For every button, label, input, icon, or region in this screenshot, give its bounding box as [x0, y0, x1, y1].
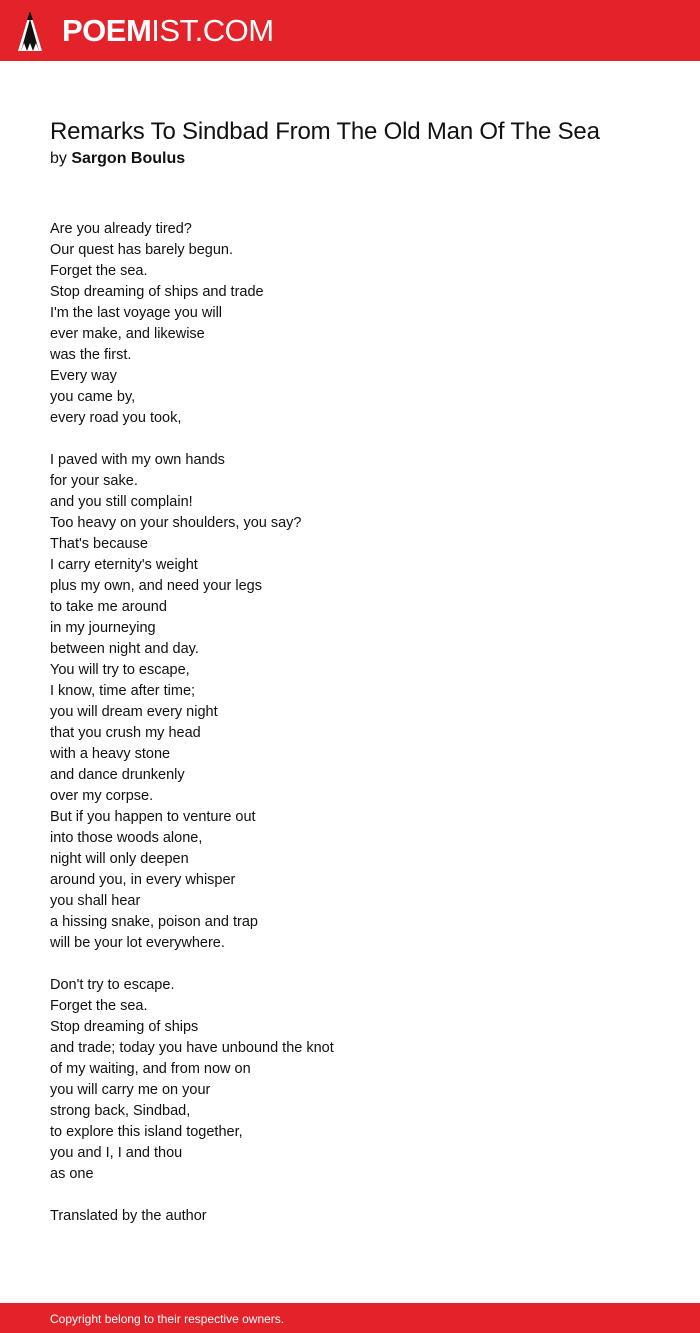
poem-line: was the first.: [50, 347, 132, 363]
poem-line: and dance drunkenly: [50, 767, 185, 783]
site-footer: [0, 1303, 700, 1333]
logo-light-text: IST.COM: [151, 13, 274, 48]
poem-line: Don't try to escape.: [50, 977, 175, 993]
poem-line: into those woods alone,: [50, 830, 203, 846]
poem-line: you will carry me on your: [50, 1082, 211, 1098]
poem-line: that you crush my head: [50, 725, 201, 741]
poem-body: [50, 219, 650, 1227]
site-logo[interactable]: [62, 11, 274, 51]
poem-line: with a heavy stone: [50, 746, 171, 762]
poem-line: That's because: [50, 536, 148, 552]
poem-line: Are you already tired?: [50, 221, 192, 237]
poem-line: Translated by the author: [50, 1208, 207, 1224]
by-label: by: [50, 150, 67, 167]
poem-line: Stop dreaming of ships: [50, 1019, 199, 1035]
poem-line: But if you happen to venture out: [50, 809, 256, 825]
poem-line: you and I, I and thou: [50, 1145, 183, 1161]
poem-stanza: [50, 219, 650, 429]
poem-line: plus my own, and need your legs: [50, 578, 262, 594]
poem-line: and you still complain!: [50, 494, 193, 510]
copyright-text: Copyright belong to their respective owners.: [50, 1312, 285, 1326]
poem-line: Stop dreaming of ships and trade: [50, 284, 264, 300]
poem-line: around you, in every whisper: [50, 872, 236, 888]
poem-line: Forget the sea.: [50, 998, 148, 1014]
author-name: Sargon Boulus: [71, 150, 186, 167]
poem-line: I paved with my own hands: [50, 452, 225, 468]
poem-line: You will try to escape,: [50, 662, 190, 678]
poem-title: Remarks To Sindbad From The Old Man Of The Sea: [50, 118, 600, 145]
poem-line: of my waiting, and from now on: [50, 1061, 251, 1077]
stanza-gap: [50, 954, 650, 975]
poem-line: to explore this island together,: [50, 1124, 243, 1140]
poem-line: will be your lot everywhere.: [50, 935, 225, 951]
poem-line: to take me around: [50, 599, 167, 615]
stanza-gap: [50, 1185, 650, 1206]
site-header: [0, 0, 700, 61]
poem-line: Too heavy on your shoulders, you say?: [50, 515, 302, 531]
poem-line: I carry eternity's weight: [50, 557, 198, 573]
poem-line: strong back, Sindbad,: [50, 1103, 191, 1119]
poem-line: Every way: [50, 368, 117, 384]
poem-line: ever make, and likewise: [50, 326, 205, 342]
poem-line: as one: [50, 1166, 94, 1182]
poem-stanza: [50, 1206, 650, 1227]
poem-line: night will only deepen: [50, 851, 189, 867]
poem-line: you will dream every night: [50, 704, 218, 720]
poem-line: Forget the sea.: [50, 263, 148, 279]
poem-line: and trade; today you have unbound the knot: [50, 1040, 334, 1056]
stanza-gap: [50, 429, 650, 450]
poem-line: in my journeying: [50, 620, 156, 636]
poem-stanza: [50, 975, 650, 1185]
pencil-tip-icon[interactable]: [17, 10, 43, 52]
poem-line: over my corpse.: [50, 788, 154, 804]
logo-bold-text: POEM: [62, 13, 152, 48]
poem-line: between night and day.: [50, 641, 199, 657]
poem-line: you came by,: [50, 389, 136, 405]
poem-line: you shall hear: [50, 893, 141, 909]
poem-line: Our quest has barely begun.: [50, 242, 233, 258]
poem-line: for your sake.: [50, 473, 138, 489]
poem-line: a hissing snake, poison and trap: [50, 914, 258, 930]
poem-stanza: [50, 450, 650, 954]
poem-line: I'm the last voyage you will: [50, 305, 223, 321]
byline: [50, 148, 185, 170]
poem-line: every road you took,: [50, 410, 182, 426]
poem-line: I know, time after time;: [50, 683, 196, 699]
